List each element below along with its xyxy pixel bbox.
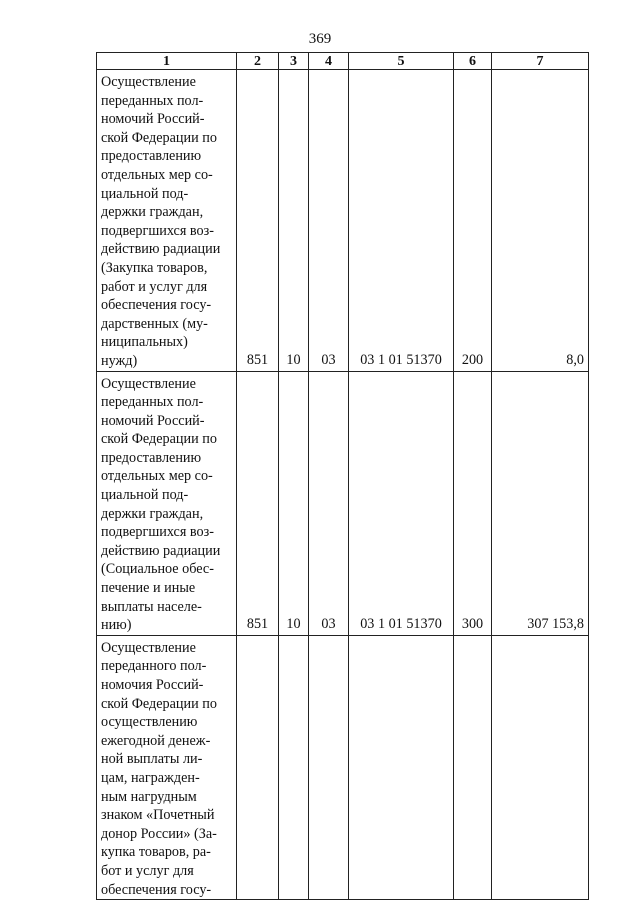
description-line: ской Федерации по [101, 431, 217, 448]
description-line: обеспечения госу- [101, 881, 212, 898]
description-line: нужд) [101, 352, 138, 369]
column-header: 7 [492, 53, 589, 70]
table-row [97, 635, 589, 899]
description-line: переданных пол- [101, 394, 204, 411]
cell-ministry-code: 851 [237, 371, 279, 635]
column-header: 6 [454, 53, 492, 70]
column-header: 5 [349, 53, 454, 70]
description-line: нию) [101, 617, 132, 634]
description-line: номочия Россий- [101, 677, 204, 693]
cell-target-article [349, 635, 454, 899]
description-line: дарственных (му- [101, 315, 208, 332]
budget-table [96, 52, 589, 900]
row-description [97, 70, 237, 372]
description-line: ской Федерации по [101, 695, 217, 712]
description-line: выплаты населе- [101, 598, 202, 615]
column-header: 3 [279, 53, 309, 70]
description-line: предоставлению [101, 148, 202, 165]
cell-subsection: 03 [309, 371, 349, 635]
cell-amount [492, 635, 589, 899]
description-line: переданных пол- [101, 92, 204, 109]
description-line: подвергшихся воз- [101, 524, 214, 541]
table-row [97, 371, 589, 635]
cell-target-article: 03 1 01 51370 [349, 371, 454, 635]
description-line: ниципальных) [101, 334, 188, 351]
description-line: знаком «Почетный [101, 807, 215, 824]
description-line: держки граждан, [101, 204, 204, 221]
description-line: переданного пол- [101, 658, 207, 675]
description-line: печение и иные [101, 580, 196, 597]
description-line: ской Федерации по [101, 129, 217, 146]
description-line: Осуществление [101, 639, 196, 656]
cell-expense-type: 200 [454, 70, 492, 372]
column-header: 4 [309, 53, 349, 70]
cell-ministry-code [237, 635, 279, 899]
description-line: Осуществление [101, 74, 196, 90]
description-line: действию радиации [101, 542, 221, 559]
description-line: купка товаров, ра- [101, 844, 211, 861]
description-line: работ и услуг для [101, 278, 208, 295]
cell-amount: 8,0 [492, 70, 589, 372]
table-row [97, 70, 589, 372]
description-line: держки граждан, [101, 505, 204, 522]
description-line: отдельных мер со- [101, 468, 213, 485]
description-line: подвергшихся воз- [101, 222, 214, 239]
description-line: осуществлению [101, 714, 198, 731]
cell-section: 10 [279, 70, 309, 372]
cell-amount: 307 153,8 [492, 371, 589, 635]
description-line: цам, награжден- [101, 769, 200, 786]
cell-expense-type [454, 635, 492, 899]
column-header: 1 [97, 53, 237, 70]
description-line: отдельных мер со- [101, 166, 213, 183]
cell-section: 10 [279, 371, 309, 635]
cell-expense-type: 300 [454, 371, 492, 635]
description-line: донор России» (За- [101, 825, 217, 842]
description-line: бот и услуг для [101, 862, 194, 879]
description-line: действию радиации [101, 241, 221, 258]
cell-subsection [309, 635, 349, 899]
column-header: 2 [237, 53, 279, 70]
page-number: 369 [308, 31, 332, 47]
row-description [97, 635, 237, 899]
description-line: циальной под- [101, 185, 189, 202]
description-line: обеспечения госу- [101, 297, 212, 314]
cell-section [279, 635, 309, 899]
description-line: циальной под- [101, 487, 189, 504]
description-line: ным нагрудным [101, 788, 197, 805]
description-line: ной выплаты ли- [101, 751, 203, 768]
row-description [97, 371, 237, 635]
cell-target-article: 03 1 01 51370 [349, 70, 454, 372]
cell-ministry-code: 851 [237, 70, 279, 372]
description-line: Осуществление [101, 375, 196, 392]
description-line: номочий Россий- [101, 111, 205, 128]
description-line: номочий Россий- [101, 412, 205, 429]
header-row [97, 53, 589, 70]
description-line: ежегодной денеж- [101, 732, 211, 749]
description-line: предоставлению [101, 449, 202, 466]
cell-subsection: 03 [309, 70, 349, 372]
description-line: (Закупка товаров, [101, 259, 208, 276]
description-line: (Социальное обес- [101, 561, 214, 578]
